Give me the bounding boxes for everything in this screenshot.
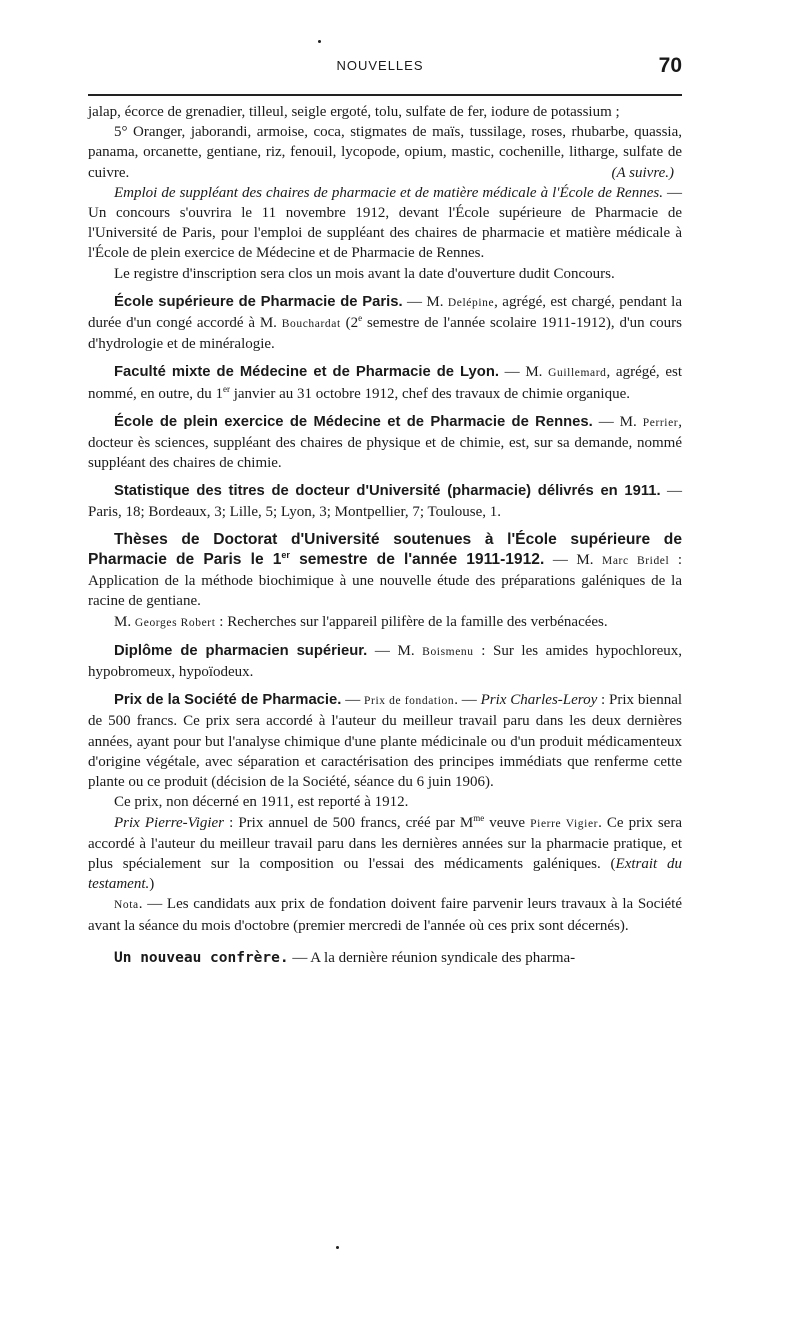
paragraph-nota: Nota. — Les candidats aux prix de fondation doivent faire parvenir leurs travaux à la Société avant la séance du mois d'octobre (premier mercredi de l'année où ces prix sont décernés). (88, 896, 682, 934)
section-heading: Statistique des titres de docteur d'Université (pharmacie) délivrés en 1911. (114, 483, 661, 500)
paragraph-list-item-5: 5° Oranger, jaborandi, armoise, coca, stigmates de maïs, tussilage, roses, rhubarbe, quassia, panama, orcanette, gentiane, riz, fenouil, lycopode, opium, mastic, cochenille, litharge, sulfate de cuivre. (A suivre.) (88, 122, 682, 183)
section-faculte-lyon: Faculté mixte de Médecine et de Pharmacie de Lyon. — M. Guillemard, agrégé, est nommé, en outre, du 1er janvier au 31 octobre 1912, chef des travaux de chimie organique. (88, 364, 682, 402)
page-header (0, 56, 800, 80)
article-body (88, 102, 682, 968)
section-heading: Diplôme de pharmacien supérieur. (114, 642, 368, 659)
print-speck (336, 1246, 339, 1249)
section-heading: Prix de la Société de Pharmacie. (114, 692, 342, 709)
header-rule (88, 94, 682, 96)
section-nouveau-confrere: Un nouveau confrère. — A la dernière réunion syndicale des pharma- (114, 949, 576, 966)
paragraph-prix-vigier: Prix Pierre-Vigier : Prix annuel de 500 francs, créé par $M^{me}$ veuve Pierre Vigier. Ce prix sera accordé à l'auteur du meilleur travail paru dans les dernières années sur la pharmacie pratique, et plus spécialement sur la composition ou l'essai des médicaments galéniques. (Extrait du testament.) (88, 812, 682, 893)
paragraph-concours: Emploi de suppléant des chaires de pharmacie et de matière médicale à l'École de Rennes. — Un concours s'ouvrira le 11 novembre 1912, devant l'École supérieure de Pharmacie de l'Université de Paris, pour l'emploi de suppléant des chaires de pharmacie et matière médicale à l'École de plein exercice de Médecine et de Pharmacie de Rennes. (88, 184, 683, 262)
paragraph-theses-robert: M. Georges Robert : Recherches sur l'appareil pilifère de la famille des verbénacées. (114, 613, 608, 630)
section-heading: Un nouveau confrère. (114, 949, 289, 966)
section-ecole-paris: École supérieure de Pharmacie de Paris. — M. Delépine, agrégé, est chargé, pendant la durée d'un congé accordé à M. Bouchardat (2e semestre de l'année scolaire 1911-1912), d'un cours d'hydrologie et de minéralogie. (88, 293, 683, 353)
section-heading: Thèses de Doctorat d'Université soutenues à l'École supérieure de Pharmacie de Paris le 1er semestre de l'année 1911-1912. (88, 530, 682, 569)
section-heading: École supérieure de Pharmacie de Paris. (114, 293, 403, 310)
section-statistique: Statistique des titres de docteur d'Université (pharmacie) délivrés en 1911. — Paris, 18; Bordeaux, 3; Lille, 5; Lyon, 3; Montpellier, 7; Toulouse, 1. (88, 483, 683, 520)
section-heading: École de plein exercice de Médecine et de Pharmacie de Rennes. (114, 413, 593, 430)
section-ecole-rennes: École de plein exercice de Médecine et de Pharmacie de Rennes. — M. Perrier, docteur ès sciences, suppléant des chaires de physique et de chimie, est, sur sa demande, nommé suppléant des chaires de chimie. (88, 413, 682, 472)
paragraph-registre: Le registre d'inscription sera clos un mois avant la date d'ouverture dudit Concours. (114, 265, 615, 282)
section-theses: Thèses de Doctorat d'Université soutenues à l'École supérieure de Pharmacie de Paris le 1er semestre de l'année 1911-1912. — M. Marc Bridel : Application de la méthode biochimique à une nouvelle étude des préparations galéniques de la racine de gentiane. (88, 530, 683, 610)
section-diplome: Diplôme de pharmacien supérieur. — M. Boismenu : Sur les amides hypochloreux, hypobromeux, hypoïodeux. (88, 642, 682, 681)
print-speck (318, 40, 321, 43)
paragraph-prix-reporte: Ce prix, non décerné en 1911, est reporté à 1912. (114, 794, 409, 811)
page-number: 70 (658, 54, 682, 77)
section-heading: Faculté mixte de Médecine et de Pharmacie de Lyon. (114, 364, 499, 381)
section-prix-societe: Prix de la Société de Pharmacie. — Prix de fondation. — Prix Charles-Leroy : Prix biennal de 500 francs. Ce prix sera accordé à l'auteur du meilleur travail paru dans les deux dernières années, ayant pour but l'analyse chimique d'une plante médicinale ou d'un produit médicamenteux d'origine végétale, avec séparation et caractérisation des principes immédiats que renferme cette plante ou ce produit (décision de la Société, séance du 6 juin 1906). (88, 692, 683, 791)
running-head: NOUVELLES (336, 58, 424, 73)
to-be-continued: (A suivre.) (611, 164, 674, 181)
concours-title: Emploi de suppléant des chaires de pharmacie et de matière médicale à l'École de Rennes. (114, 184, 663, 201)
paragraph-list-continuation: jalap, écorce de grenadier, tilleul, seigle ergoté, tolu, sulfate de fer, iodure de potassium ; (88, 104, 620, 120)
